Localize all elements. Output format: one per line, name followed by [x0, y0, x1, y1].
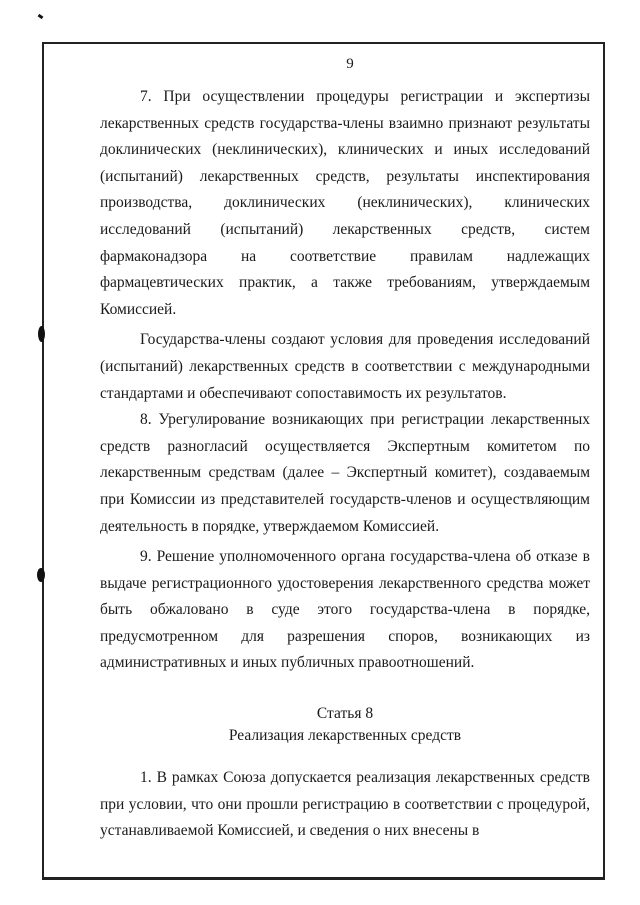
page-number: 9: [346, 56, 354, 72]
document-body: [100, 84, 590, 845]
article-heading: [100, 703, 590, 747]
scan-mark: [38, 14, 44, 19]
article-title: Реализация лекарственных средств: [228, 727, 462, 745]
binding-hole-mark: [38, 326, 45, 342]
paragraph-7: 7. При осуществлении процедуры регистрации и экспертизы лекарственных средств государства-члены взаимно признают результаты доклинических (неклинических), клинических и иных исследований (испытаний) лекарственных средств, результаты инспектирования производства, доклинических (неклинических), клинических исследований (испытаний) лекарственных средств, систем фармаконадзора на соответствие правилам надлежащих фармацевтических практик, а также требованиям, утверждаемым Комиссией.: [100, 88, 590, 318]
binding-hole-mark: [37, 568, 45, 582]
paragraph-8: 8. Урегулирование возникающих при регистрации лекарственных средств разногласий осуществляется Экспертным комитетом по лекарственным средствам (далее – Экспертный комитет), создаваемым при Комиссии из представителей государств-членов и осуществляющим деятельность в порядке, утверждаемом Комиссией.: [100, 411, 590, 535]
paragraph-member-states: Государства-члены создают условия для проведения исследований (испытаний) лекарственных средств в соответствии с международными стандартами и обеспечивают сопоставимость их результатов.: [100, 331, 590, 402]
paragraph-9: 9. Решение уполномоченного органа государства-члена об отказе в выдаче регистрационного удостоверения лекарственного средства может быть обжаловано в суде этого государства-члена в порядке, предусмотренном для разрешения споров, возникающих из административных и иных публичных правоотношений.: [100, 548, 590, 672]
article-number: Статья 8: [316, 705, 374, 723]
article-paragraph-1: 1. В рамках Союза допускается реализация лекарственных средств при условии, что они прошли регистрацию в соответствии с процедурой, устанавливаемой Комиссией, и сведения о них внесены в: [100, 769, 590, 840]
